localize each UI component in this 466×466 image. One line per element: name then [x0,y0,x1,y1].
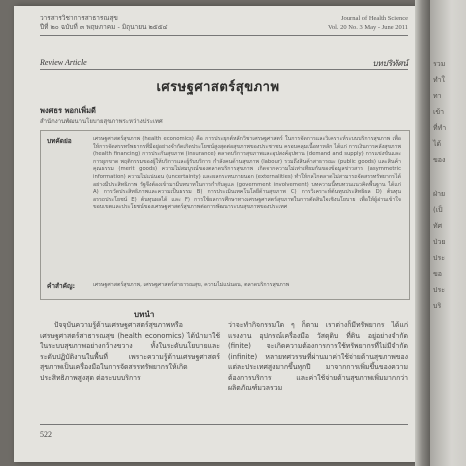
abstract-label: บทคัดย่อ [47,137,72,145]
article-type-thai: บทปริทัศน์ [372,59,408,68]
facing-line: รวม [433,60,446,68]
abstract-text: เศรษฐศาสตร์สุขภาพ (health economics) คือ การประยุกต์หลักวิชาเศรษฐศาสตร์ ในการจัดการและวิเคราะห์ระบบบริการสุขภาพ เพื่อให้การจัดสรรทรัพยากรที่มีอยู่อย่างจำกัดเกิดประโยชน์สูงสุดต่อสุขภาพของประชาชน ครอบคลุมเนื้อหาหลัก ได้แก่ การเงินการคลังสุขภาพ (health financing) การประกันสุขภาพ (insurance) ตลาดบริการสุขภาพและอุปสงค์อุปทาน (demand and supply) การแข่งขันและการผูกขาด พฤติกรรมของผู้ให้บริการและผู้รับบริการ กำลังคนด้านสุขภาพ (labour) รวมถึงสินค้าสาธารณะ (public goods) และสินค้าคุณธรรม (merit goods) ความไม่สมบูรณ์ของตลาดบริการสุขภาพ เกิดจากความไม่เท่าเทียมกันของข้อมูลข่าวสาร (asymmetric information) ความไม่แน่นอน (uncertainty) และผลกระทบภายนอก (externalities) ทำให้กลไกตลาดไม่สามารถจัดสรรทรัพยากรได้อย่างมีประสิทธิภาพ รัฐจึงต้องเข้ามามีบทบาทในการกำกับดูแล (government involvement) บทความนี้ทบทวนแนวคิดพื้นฐาน ได้แก่ A) การวัดประสิทธิภาพและความเป็นธรรม B) การประเมินเทคโนโลยีด้านสุขภาพ C) การวิเคราะห์ต้นทุนประสิทธิผล D) ต้นทุนอรรถประโยชน์ E) ต้นทุนผลได้ และ F) การใช้ผลการศึกษาทางเศรษฐศาสตร์สุขภาพในการตัดสินใจเชิงนโยบาย เพื่อให้ผู้อ่านเข้าใจขอบเขตและประโยชน์ของเศรษฐศาสตร์สุขภาพต่อการพัฒนาระบบสุขภาพของประเทศ [93,136,401,211]
header-rule [40,35,408,36]
keywords-text: เศรษฐศาสตร์สุขภาพ, เศรษฐศาสตร์สาธารณสุข, ความไม่แน่นอน, ตลาดบริการสุขภาพ [93,282,290,288]
facing-line: ขอ [433,270,442,278]
intro-right-column: ว่าจะทำกิจกรรมใด ๆ ก็ตาม เราต่างก็มีทรัพยากร ได้แก่ แรงงาน อุปกรณ์เครื่องมือ วัสดุดิบ ที่ดิน อยู่อย่างจำกัด (finite) จะเกิดความต้องการการใช้ทรัพยากรที่ไม่มีจำกัด (infinite) หลายทศวรรษที่ผ่านมาค่าใช้จ่ายด้านสุขภาพของแต่ละประเทศสูงมากขึ้นทุกปี มาจากการเพิ่มขึ้นของความต้องการบริการ และค่าใช้จ่ายด้านสุขภาพเพิ่มมากกว่าผลิตภัณฑ์มวลรวม [228,321,408,392]
footer-rule [40,424,408,425]
facing-line: ของ [433,156,446,164]
journal-header-thai [40,14,168,32]
facing-line: ทัศ [433,222,443,230]
intro-heading: บทนำ [134,310,155,319]
article-type-english: Review Article [40,58,87,67]
author-affiliation: สำนักงานพัฒนานโยบายสุขภาพระหว่างประเทศ [40,118,163,125]
facing-line: ฝ่าย [433,190,446,198]
facing-line: เข้า [433,108,445,116]
facing-line: (เป็ [433,206,443,214]
keywords-label: คำสำคัญ: [47,282,76,290]
journal-name-thai: วารสารวิชาการสาธารณสุข [40,14,118,22]
facing-line: ประ [433,254,445,262]
section-rule [40,69,408,70]
author-name: พงศธร พอกเพิ่มดี [40,106,96,115]
facing-line: บริ [433,302,442,310]
journal-header-english [328,14,408,32]
facing-line: ประ [433,286,445,294]
intro-left-column: ปัจจุบันความรู้ด้านเศรษฐศาสตร์สุขภาพหรือเศรษฐศาสตร์สาธารณสุข (health economics) ได้นำมาใช้ในระบบสุขภาพอย่างกว้างขวาง ทั้งในระดับนโยบายและระดับปฏิบัติงานในพื้นที่ เพราะความรู้ด้านเศรษฐศาสตร์สุขภาพเป็นเครื่องมือในการจัดสรรทรัพยากรให้เกิดประสิทธิภาพสูงสุด ต่อระบบบริการ [40,321,220,382]
article-title: เศรษฐศาสตร์สุขภาพ [156,80,280,95]
abstract-box [40,130,410,300]
page-number: 522 [40,430,52,439]
facing-line: ทา [433,92,442,100]
facing-line: ได้ [433,140,442,148]
journal-page [14,6,422,462]
journal-issue-thai: ปีที่ ๒๐ ฉบับที่ ๓ พฤษภาคม - มิถุนายน ๒๕๕๔ [40,23,168,31]
journal-issue-english: Vol. 20 No. 3 May - June 2011 [328,24,408,31]
journal-name-english: Journal of Health Science [341,15,408,22]
facing-line: ป่วย [433,238,446,246]
book-spine-shadow [415,0,431,466]
facing-page [430,0,466,466]
facing-line: ที่ทำ [433,124,447,132]
facing-line: ทำใ [433,76,445,84]
